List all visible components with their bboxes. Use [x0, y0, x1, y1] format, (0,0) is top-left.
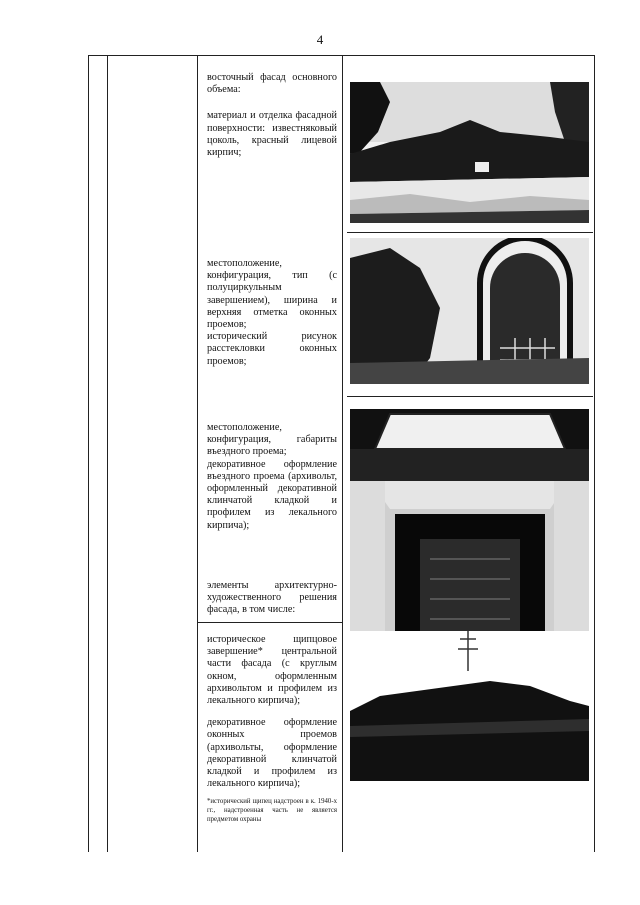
- row-5-paragraph-2: декоративное оформление оконных проемов (архивольты, оформление декоративной клинчатой кладкой и профилем из лекального кирпича);: [207, 717, 337, 790]
- column-divider-1: [107, 56, 108, 852]
- row-3-description: [207, 422, 337, 540]
- row-5-footnote: *исторический щипец надстроен в к. 1940-х гг., надстроенная часть не является предметом охраны: [207, 798, 337, 823]
- row-separator: [197, 622, 342, 623]
- column-divider-3: [342, 56, 343, 852]
- row-1-paragraph-1: восточный фасад основного объема:: [207, 72, 337, 96]
- row-2-description: [207, 258, 337, 376]
- photo-arched-window: [350, 238, 589, 384]
- column-divider-2: [197, 56, 198, 852]
- row-2-paragraph-1: местоположение, конфигурация, тип (с полуциркульным завершением), ширина и верхняя отметка оконных проемов;: [207, 258, 337, 331]
- row-5-description: [207, 634, 337, 832]
- photo-separator: [347, 232, 593, 233]
- row-5-paragraph-1: историческое щипцовое завершение* центральной части фасада (с круглым окном, оформленным архивольтом и профилем из лекального кирпича);: [207, 634, 337, 707]
- row-2-paragraph-2: исторический рисунок расстекловки оконных проемов;: [207, 331, 337, 367]
- row-3-paragraph-1: местоположение, конфигурация, габариты въездного проема;: [207, 422, 337, 458]
- protection-subject-table: [88, 55, 595, 852]
- row-1-description: [207, 72, 337, 167]
- row-1-paragraph-2: материал и отделка фасадной поверхности: известняковый цоколь, красный лицевой кирпич;: [207, 110, 337, 159]
- photo-separator: [347, 396, 593, 397]
- photo-gable-top: [350, 631, 589, 781]
- row-3-paragraph-2: декоративное оформление въездного проема (архивольт, оформленный декоративной клинчатой кладкой и профилем из лекального кирпича);: [207, 458, 337, 531]
- page-number: 4: [316, 32, 324, 47]
- photo-east-facade: [350, 82, 589, 223]
- row-4-paragraph-1: элементы архитектурно-художественного решения фасада, в том числе:: [207, 580, 337, 616]
- row-4-description: [207, 580, 337, 625]
